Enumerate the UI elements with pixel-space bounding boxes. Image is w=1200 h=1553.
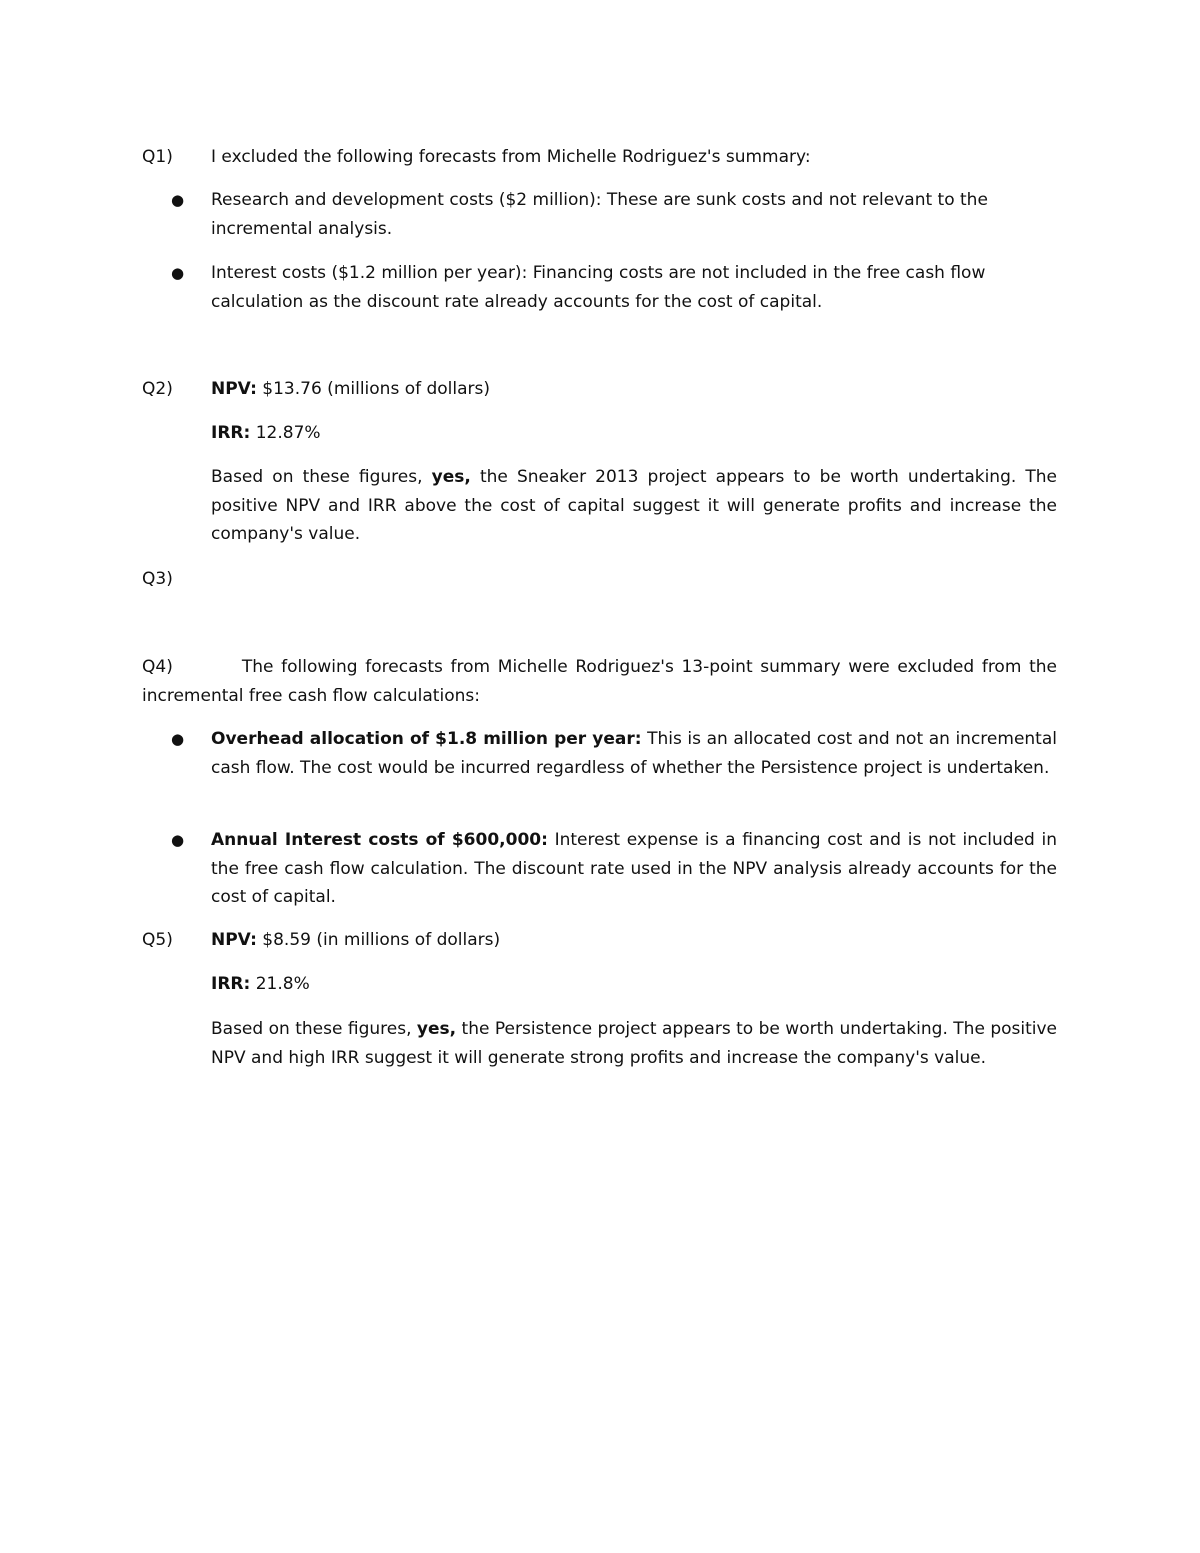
q5-conclusion-emph: yes, [416,1019,457,1039]
q5-npv [211,926,1057,955]
q5-irr-value: 21.8% [255,974,310,994]
q4-bullet-1-text: This is an allocated cost and not an incremental cash flow. The cost would be incurred regardless of whether the Persistence project is undertaken. [211,729,1057,778]
q5-conclusion-pre: Based on these figures, [211,1019,412,1039]
q2-label: Q2) [142,379,173,399]
q2-conclusion-emph: yes, [431,467,471,487]
q2-npv [211,375,1057,404]
q2-conclusion [211,463,1057,549]
q5-conclusion-post: the Persistence project appears to be worth undertaking. The positive NPV and high IRR suggest it will generate strong profits and increase the company's value. [211,1019,1058,1068]
bullet-icon: ● [171,730,185,748]
q4-label: Q4) [142,657,173,677]
q2-conclusion-post: the Sneaker 2013 project appears to be worth undertaking. The positive NPV and IRR above the cost of capital suggest it will generate profits and increase the company's value. [211,467,1057,544]
q2-irr [211,419,1057,448]
q4-bullet-2-text: Interest expense is a financing cost and is not included in the free cash flow calculation. The discount rate used in the NPV analysis already accounts for the cost of capital. [211,830,1057,907]
q1-bullet-2: Interest costs ($1.2 million per year): Financing costs are not included in the free cash flow calculation as the discount rate already accounts for the cost of capital. [211,263,986,312]
q2-conclusion-pre: Based on these figures, [211,467,423,487]
q1-bullet-1: Research and development costs ($2 million): These are sunk costs and not relevant to the incremental analysis. [211,190,988,239]
q4-bullet-2-bold: Annual Interest costs of $600,000: [211,830,548,850]
q4-bullet-2 [211,826,1057,912]
q4-bullet-1 [211,725,1057,782]
q1-label: Q1) [142,147,173,167]
bullet-icon: ● [171,831,185,849]
q5-irr-label: IRR: [211,974,251,994]
q5-conclusion [211,1015,1057,1072]
q5-npv-label: NPV: [211,930,257,950]
q2-irr-value: 12.87% [255,423,321,443]
bullet-icon: ● [171,191,185,209]
q3-label: Q3) [142,569,173,589]
q2-npv-value: $13.76 (millions of dollars) [262,379,491,399]
q5-label: Q5) [142,930,173,950]
q4-intro-block [142,653,1057,710]
q5-npv-value: $8.59 (in millions of dollars) [262,930,501,950]
q4-intro: The following forecasts from Michelle Rodriguez's 13-point summary were excluded from the incremental free cash flow calculations: [142,657,1057,706]
q1-intro: I excluded the following forecasts from Michelle Rodriguez's summary: [211,147,811,167]
q2-npv-label: NPV: [211,379,257,399]
bullet-icon: ● [171,264,185,282]
q4-bullet-1-bold: Overhead allocation of $1.8 million per year: [211,729,642,749]
q5-irr [211,970,1057,999]
q2-irr-label: IRR: [211,423,251,443]
